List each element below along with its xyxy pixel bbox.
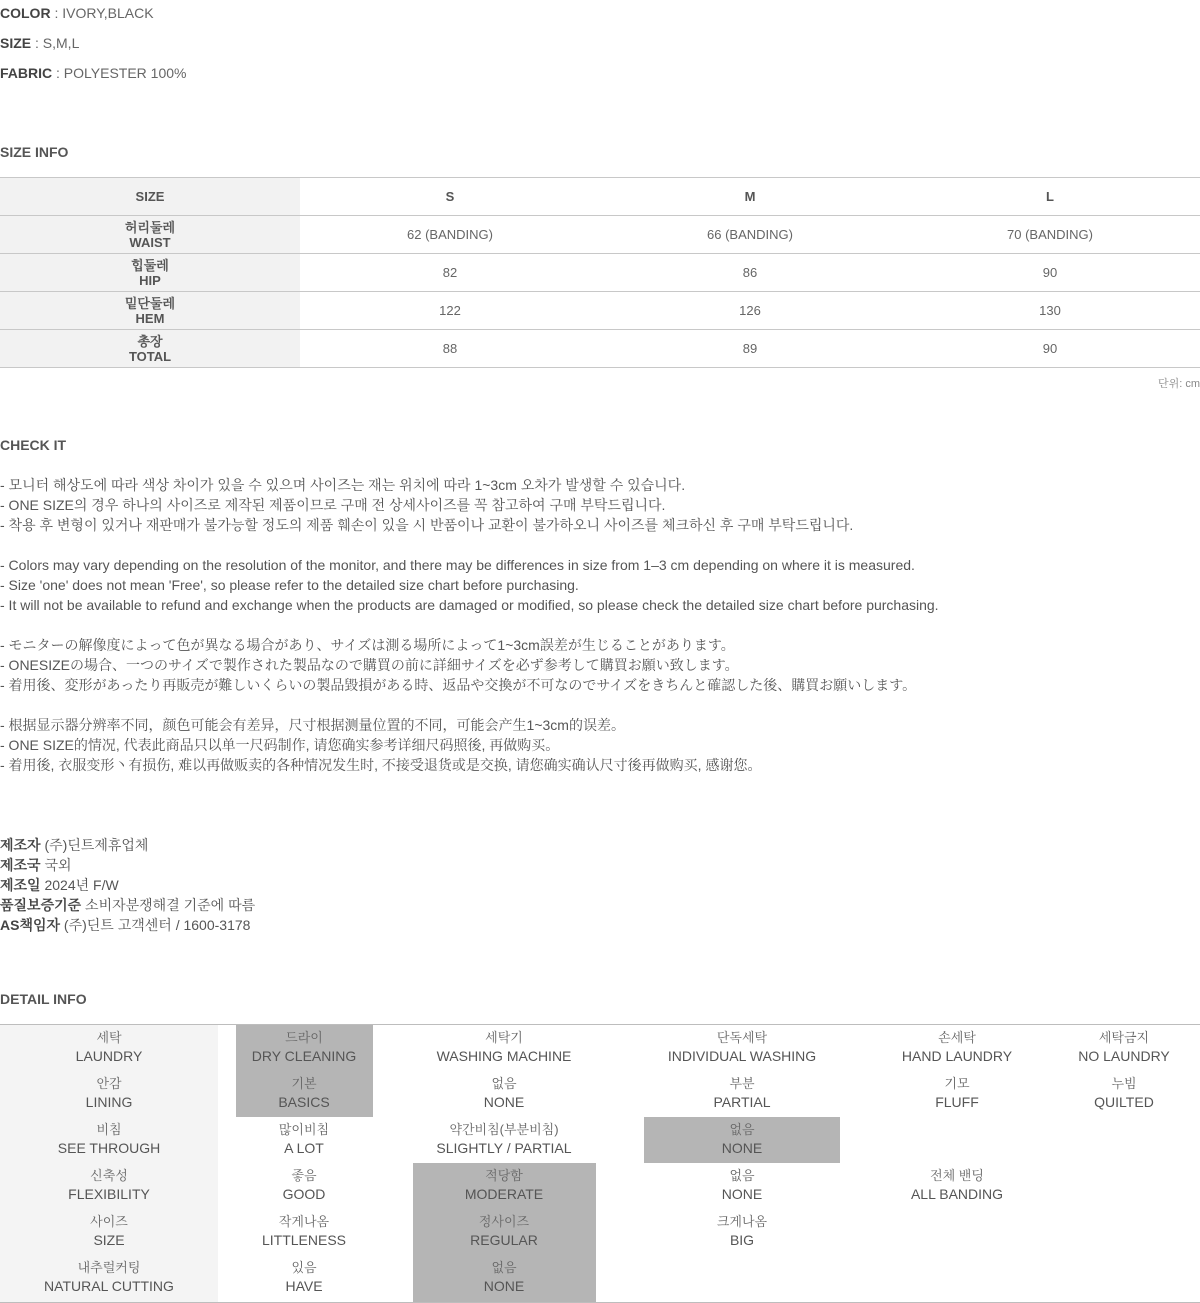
- option-littleness: 작게나옴 LITTLENESS: [261, 1214, 347, 1248]
- size-header-label: SIZE: [0, 178, 300, 215]
- size-cell: 86: [742, 265, 758, 280]
- note-line: - ONE SIZE的情况, 代表此商品只以单一尺码制作, 请您确实参考详细尺码照後, 再做购买。: [0, 737, 560, 753]
- size-cell: 122: [439, 303, 461, 318]
- size-cell: 130: [1039, 303, 1061, 318]
- option-big: 크게나옴 BIG: [716, 1214, 768, 1248]
- size-info-title: SIZE INFO: [0, 144, 69, 160]
- size-cell: 62 (BANDING): [407, 227, 493, 242]
- size-row-waist: [0, 216, 1200, 254]
- note-line: - 根据显示器分辨率不同，颜色可能会有差异，尺寸根据测量位置的不同，可能会产生1~3cm的误差。: [0, 717, 625, 733]
- size-cell: 66 (BANDING): [707, 227, 793, 242]
- detail-info-title: DETAIL INFO: [0, 991, 87, 1007]
- size-table: [0, 177, 1200, 368]
- option-partial: 부분 PARTIAL: [713, 1076, 771, 1110]
- option-washing-machine: 세탁기 WASHING MACHINE: [436, 1030, 572, 1064]
- manufacturer-info: [0, 835, 255, 935]
- spec-fabric: FABRIC : POLYESTER 100%: [0, 65, 187, 81]
- option-fluff: 기모 FLUFF: [935, 1076, 979, 1110]
- detail-label-laundry: 세탁 LAUNDRY: [75, 1030, 143, 1064]
- size-row-label: 밑단둘레 HEM: [0, 292, 300, 329]
- size-unit: 단위: cm: [1157, 378, 1200, 390]
- mfg-line: AS책임자 (주)딘트 고객센터 / 1600-3178: [0, 917, 251, 933]
- option-none: 없음 NONE: [721, 1168, 763, 1202]
- detail-label-size: 사이즈 SIZE: [90, 1214, 128, 1248]
- option-individual-washing: 단독세탁 INDIVIDUAL WASHING: [667, 1030, 817, 1064]
- note-line: - ONESIZEの場合、一つのサイズで製作された製品なので購買の前に詳細サイズを必ず参考して購買お願い致します。: [0, 657, 739, 673]
- size-cell: 90: [1042, 341, 1058, 356]
- detail-label-flexibility: 신축성 FLEXIBILITY: [68, 1168, 150, 1202]
- option-hand-laundry: 손세탁 HAND LAUNDRY: [901, 1030, 1013, 1064]
- size-row-total: [0, 330, 1200, 368]
- size-header-m: M: [744, 189, 756, 204]
- note-line: - 착용 후 변형이 있거나 재판매가 불가능할 정도의 제품 훼손이 있을 시 반품이나 교환이 불가하오니 사이즈를 체크하신 후 구매 부탁드립니다.: [0, 517, 854, 533]
- note-line: - Size 'one' does not mean 'Free', so please refer to the detailed size chart before purchasing.: [0, 577, 579, 593]
- note-line: - Colors may vary depending on the resolution of the monitor, and there may be differences in size from 1–3 cm depending on where it is measured.: [0, 557, 915, 573]
- detail-label-natural-cutting: 내추럴커팅 NATURAL CUTTING: [44, 1260, 174, 1294]
- size-header-l: L: [1046, 189, 1054, 204]
- size-cell: 82: [442, 265, 458, 280]
- note-line: - 모니터 해상도에 따라 색상 차이가 있을 수 있으며 사이즈는 재는 위치에 따라 1~3cm 오차가 발생할 수 있습니다.: [0, 477, 686, 493]
- size-row-label: 힙둘레 HIP: [0, 254, 300, 291]
- option-dry-cleaning: 드라이 DRY CLEANING: [251, 1030, 357, 1064]
- size-row-label: 총장 TOTAL: [0, 330, 300, 367]
- option-none: 없음 NONE: [483, 1260, 525, 1294]
- option-moderate: 적당함 MODERATE: [464, 1168, 544, 1202]
- detail-label-see-through: 비침 SEE THROUGH: [57, 1122, 161, 1156]
- check-it-title: CHECK IT: [0, 437, 67, 453]
- spec-color: COLOR : IVORY,BLACK: [0, 5, 154, 21]
- option-regular: 정사이즈 REGULAR: [470, 1214, 538, 1248]
- mfg-line: 제조일 2024년 F/W: [0, 877, 119, 893]
- spec-size: SIZE : S,M,L: [0, 35, 80, 51]
- size-header-s: S: [445, 189, 455, 204]
- size-cell: 126: [739, 303, 761, 318]
- note-line: - 着用後、変形があったり再販売が難しいくらいの製品毀損がある時、返品や交換が不可なのでサイズをきちんと確認した後、購買お願いします。: [0, 677, 917, 693]
- size-cell: 70 (BANDING): [1007, 227, 1093, 242]
- option-all-banding: 전체 밴딩 ALL BANDING: [910, 1168, 1004, 1202]
- mfg-line: 제조자 (주)딘트제휴업체: [0, 837, 149, 853]
- option-a-lot: 많이비침 A LOT: [278, 1122, 330, 1156]
- check-it-notes: [0, 475, 939, 775]
- size-cell: 90: [1042, 265, 1058, 280]
- detail-table: [0, 1024, 1200, 1303]
- option-good: 좋음 GOOD: [282, 1168, 326, 1202]
- option-none: 없음 NONE: [483, 1076, 525, 1110]
- note-line: - It will not be available to refund and exchange when the products are damaged or modified, so please check the detailed size chart before purchasing.: [0, 597, 939, 613]
- detail-label-lining: 안감 LINING: [85, 1076, 133, 1110]
- mfg-line: 제조국 국외: [0, 857, 72, 873]
- size-row-hem: [0, 292, 1200, 330]
- option-no-laundry: 세탁금지 NO LAUNDRY: [1078, 1030, 1170, 1064]
- note-line: - ONE SIZE의 경우 하나의 사이즈로 제작된 제품이므로 구매 전 상세사이즈를 꼭 참고하여 구매 부탁드립니다.: [0, 497, 666, 513]
- note-line: - 着用後, 衣服变形丶有损伤, 难以再做贩卖的各种情况发生时, 不接受退货或是交换, 请您确实确认尺寸後再做购买, 感谢您。: [0, 757, 762, 773]
- option-basics: 기본 BASICS: [278, 1076, 330, 1110]
- option-have: 있음 HAVE: [285, 1260, 323, 1294]
- size-row-label: 허리둘레 WAIST: [0, 216, 300, 253]
- option-slightly-partial: 약간비침(부분비침) SLIGHTLY / PARTIAL: [436, 1122, 572, 1156]
- note-line: - モニターの解像度によって色が異なる場合があり、サイズは測る場所によって1~3cm誤差が生じることがあります。: [0, 637, 735, 653]
- size-row-hip: [0, 254, 1200, 292]
- size-cell: 88: [442, 341, 458, 356]
- option-quilted: 누빔 QUILTED: [1094, 1076, 1154, 1110]
- size-table-header: [0, 178, 1200, 216]
- option-none: 없음 NONE: [721, 1122, 763, 1156]
- size-cell: 89: [742, 341, 758, 356]
- mfg-line: 품질보증기준 소비자분쟁해결 기준에 따름: [0, 897, 256, 913]
